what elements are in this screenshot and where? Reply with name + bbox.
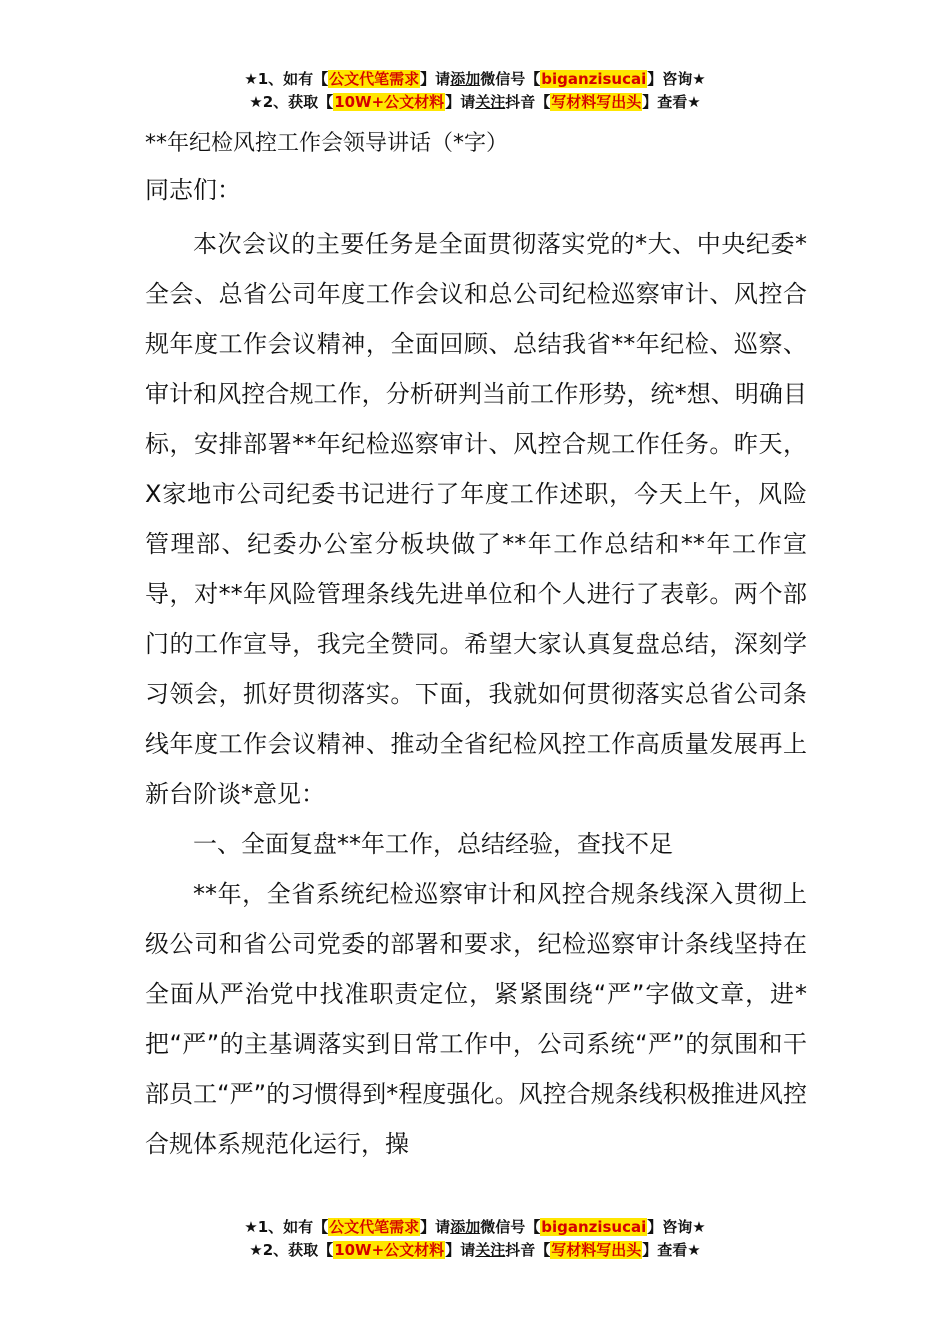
header-banner-line-2 — [0, 91, 950, 114]
header-banner-line-2-highlight-1: 10W+公文材料 — [334, 93, 445, 111]
header-banner-line-1 — [0, 68, 950, 91]
document-title: **年纪检风控工作会领导讲话（*字） — [145, 131, 509, 156]
footer-banner-line-1-highlight-2: biganzisucai — [541, 1218, 647, 1236]
footer-banner-line-1 — [0, 1216, 950, 1239]
header-banner-line-2-mid-1: 】请 — [445, 93, 476, 111]
section-heading-1: 一、全面复盘**年工作，总结经验，查找不足 — [193, 830, 673, 858]
document-body — [145, 128, 807, 1169]
paragraph-review: **年，全省系统纪检巡察审计和风控合规条线深入贯彻上级公司和省公司党委的部署和要求，纪检巡察审计条线坚持在全面从严治党中找准职责定位，紧紧围绕“严”字做文章，进*把“严”的主基调落实到日常工作中，公司系统“严”的氛围和干部员工“严”的习惯得到*程度强化。风控合规条线积极推进风控合规体系规范化运行，操 — [145, 880, 807, 1158]
header-banner-line-1-prefix: ★1、如有【 — [244, 70, 329, 88]
header-banner — [0, 68, 950, 114]
footer-banner — [0, 1216, 950, 1262]
header-banner-line-2-mid-2: 抖音【 — [505, 93, 551, 111]
header-banner-line-1-mid-2: 微信号【 — [480, 70, 541, 88]
footer-banner-line-1-underlined: 添加 — [450, 1218, 481, 1236]
footer-banner-line-2-underlined: 关注 — [475, 1241, 506, 1259]
footer-banner-line-2-suffix: 】查看★ — [642, 1241, 701, 1259]
header-banner-line-1-mid-1: 】请 — [420, 70, 451, 88]
header-banner-line-1-suffix: 】咨询★ — [647, 70, 706, 88]
salutation: 同志们： — [145, 176, 241, 204]
footer-banner-line-2 — [0, 1239, 950, 1262]
footer-banner-line-2-mid-1: 】请 — [445, 1241, 476, 1259]
header-banner-line-2-prefix: ★2、获取【 — [249, 93, 334, 111]
header-banner-line-1-highlight-2: biganzisucai — [541, 70, 647, 88]
footer-banner-line-2-highlight-1: 10W+公文材料 — [334, 1241, 445, 1259]
header-banner-line-2-underlined: 关注 — [475, 93, 506, 111]
footer-banner-line-1-highlight-1: 公文代笔需求 — [329, 1218, 420, 1236]
footer-banner-line-1-prefix: ★1、如有【 — [244, 1218, 329, 1236]
header-banner-line-2-highlight-2: 写材料写出头 — [551, 93, 642, 111]
footer-banner-line-2-highlight-2: 写材料写出头 — [551, 1241, 642, 1259]
footer-banner-line-2-prefix: ★2、获取【 — [249, 1241, 334, 1259]
header-banner-line-1-highlight-1: 公文代笔需求 — [329, 70, 420, 88]
footer-banner-line-1-mid-2: 微信号【 — [480, 1218, 541, 1236]
footer-banner-line-2-mid-2: 抖音【 — [505, 1241, 551, 1259]
header-banner-line-1-underlined: 添加 — [450, 70, 481, 88]
header-banner-line-2-suffix: 】查看★ — [642, 93, 701, 111]
footer-banner-line-1-mid-1: 】请 — [420, 1218, 451, 1236]
footer-banner-line-1-suffix: 】咨询★ — [647, 1218, 706, 1236]
paragraph-intro: 本次会议的主要任务是全面贯彻落实党的*大、中央纪委*全会、总省公司年度工作会议和总公司纪检巡察审计、风控合规年度工作会议精神，全面回顾、总结我省**年纪检、巡察、审计和风控合规工作，分析研判当前工作形势，统*想、明确目标，安排部署**年纪检巡察审计、风控合规工作任务。昨天，X家地市公司纪委书记进行了年度工作述职，今天上午，风险管理部、纪委办公室分板块做了**年工作总结和**年工作宣导，对**年风险管理条线先进单位和个人进行了表彰。两个部门的工作宣导，我完全赞同。希望大家认真复盘总结，深刻学习领会，抓好贯彻落实。下面，我就如何贯彻落实总省公司条线年度工作会议精神、推动全省纪检风控工作高质量发展再上新台阶谈*意见： — [145, 230, 807, 808]
